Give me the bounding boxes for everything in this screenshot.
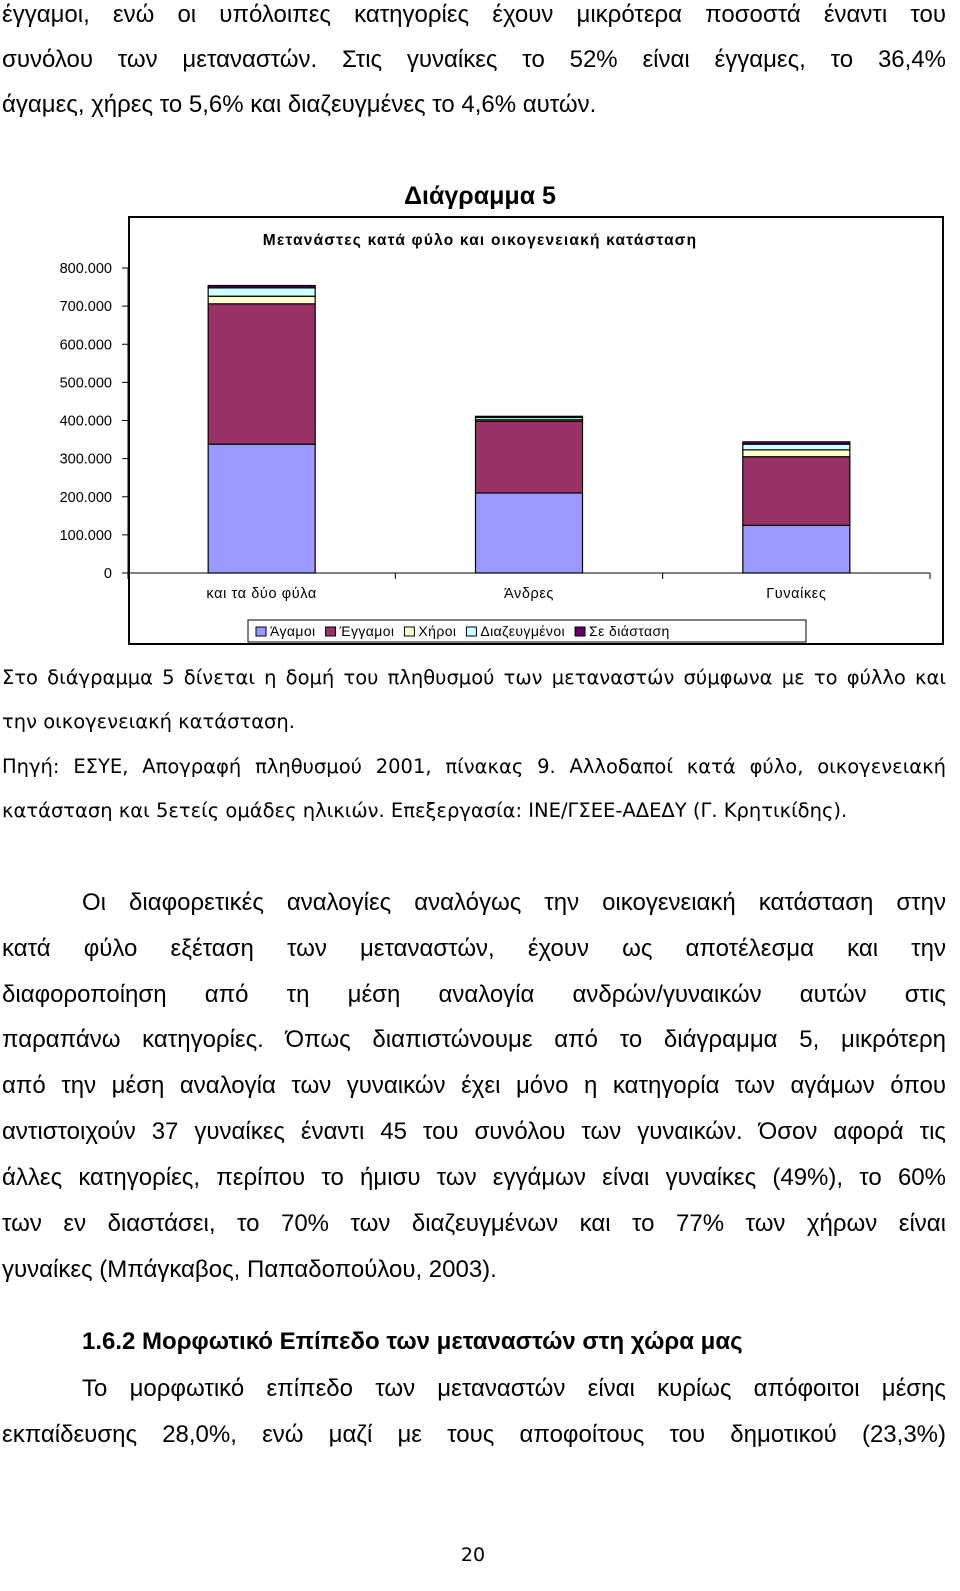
page-number: 20 xyxy=(460,1544,486,1566)
y-tick-label: 500.000 xyxy=(59,375,112,392)
x-tick-label: Άνδρες xyxy=(503,586,555,602)
main-paragraph-line-3: διαφοροποίηση από τη μέση αναλογία ανδρών/γυναικών αυτών στις xyxy=(2,981,946,1008)
y-tick-label: 0 xyxy=(103,566,112,582)
y-tick-label: 200.000 xyxy=(59,489,112,506)
y-tick-label: 100.000 xyxy=(59,527,112,544)
bar-segment xyxy=(743,450,850,457)
legend-swatch xyxy=(466,627,476,636)
bar-segment xyxy=(208,286,315,288)
stacked-bar-chart xyxy=(0,216,960,656)
bar-segment xyxy=(476,416,583,417)
y-tick-label: 600.000 xyxy=(59,337,112,354)
legend-label: Χήροι xyxy=(418,623,457,639)
main-paragraph-line-6: αντιστοιχούν 37 γυναίκες έναντι 45 του συνόλου των γυναικών. Όσον αφορά τις xyxy=(2,1118,946,1145)
bar-segment xyxy=(208,288,315,296)
bar-segment xyxy=(208,296,315,304)
legend-swatch xyxy=(256,627,266,636)
main-paragraph-line-7: άλλες κατηγορίες, περίπου το ήμισυ των εγγάμων είναι γυναίκες (49%), το 60% xyxy=(2,1164,946,1191)
section-heading: 1.6.2 Μορφωτικό Επίπεδο των μεταναστών στη χώρα μας xyxy=(82,1328,743,1355)
y-tick-label: 400.000 xyxy=(59,413,112,430)
y-tick-label: 300.000 xyxy=(59,451,112,468)
legend-label: Διαζευγμένοι xyxy=(480,623,566,639)
main-paragraph-line-1: Οι διαφορετικές αναλογίες αναλόγως την οικογενειακή κατάσταση στην xyxy=(82,889,946,916)
chart-heading: Διάγραμμα 5 xyxy=(404,182,556,210)
bar-segment xyxy=(476,421,583,493)
legend-swatch xyxy=(575,627,585,636)
source-line-2: κατάσταση και 5ετείς ομάδες ηλικιών. Επεξεργασία: ΙΝΕ/ΓΣΕΕ-ΑΔΕΔΥ (Γ. Κρητικίδης). xyxy=(2,799,848,822)
x-tick-label: Γυναίκες xyxy=(766,586,827,602)
main-paragraph-line-8: των εν διαστάσει, το 70% των διαζευγμένων και το 77% των χήρων είναι xyxy=(2,1210,946,1237)
main-paragraph-line-4: παραπάνω κατηγορίες. Όπως διαπιστώνουμε από το διάγραμμα 5, μικρότερη xyxy=(2,1026,946,1053)
bar-segment xyxy=(743,444,850,450)
bar-segment xyxy=(743,442,850,444)
y-tick-label: 800.000 xyxy=(59,261,112,277)
y-tick-label: 700.000 xyxy=(59,299,112,316)
chart-subtitle: Μετανάστες κατά φύλο και οικογενειακή κατάσταση xyxy=(262,232,698,249)
section-paragraph-line-1: Το μορφωτικό επίπεδο των μεταναστών είναι κυρίως απόφοιτοι μέσης xyxy=(82,1375,946,1402)
main-paragraph-line-9: γυναίκες (Μπάγκαβος, Παπαδοπούλου, 2003). xyxy=(2,1256,497,1283)
bar-segment xyxy=(743,525,850,573)
chart-caption-line-2: την οικογενειακή κατάσταση. xyxy=(2,710,295,733)
bar-segment xyxy=(208,304,315,444)
main-paragraph-line-5: από την μέση αναλογία των γυναικών έχει μόνο η κατηγορία των αγάμων όπου xyxy=(2,1072,946,1099)
legend-label: Έγγαμοι xyxy=(339,623,395,639)
bar-segment xyxy=(743,457,850,526)
legend-label: Σε διάσταση xyxy=(589,623,670,639)
source-line-1: Πηγή: ΕΣΥΕ, Απογραφή πληθυσμού 2001, πίνακας 9. Αλλοδαποί κατά φύλο, οικογενειακή xyxy=(2,755,946,778)
top-paragraph-line-3: άγαμες, χήρες το 5,6% και διαζευγμένες το 4,6% αυτών. xyxy=(2,91,597,118)
legend-swatch xyxy=(404,627,414,636)
main-paragraph-line-2: κατά φύλο εξέταση των μεταναστών, έχουν ως αποτέλεσμα και την xyxy=(2,935,946,962)
section-paragraph-line-2: εκπαίδευσης 28,0%, ενώ μαζί με τους αποφοίτους του δημοτικού (23,3%) xyxy=(2,1421,946,1448)
legend-swatch xyxy=(326,627,336,636)
bar-segment xyxy=(208,444,315,573)
top-paragraph-line-1: έγγαμοι, ενώ οι υπόλοιπες κατηγορίες έχουν μικρότερα ποσοστά έναντι του xyxy=(2,1,946,28)
x-tick-label: και τα δύο φύλα xyxy=(206,586,317,602)
legend-label: Άγαμοι xyxy=(270,623,316,639)
top-paragraph-line-2: συνόλου των μεταναστών. Στις γυναίκες το 52% είναι έγγαμες, το 36,4% xyxy=(2,46,946,73)
bar-segment xyxy=(476,493,583,573)
chart-caption-line-1: Στο διάγραμμα 5 δίνεται η δομή του πληθυσμού των μεταναστών σύμφωνα με το φύλλο και xyxy=(2,666,946,689)
